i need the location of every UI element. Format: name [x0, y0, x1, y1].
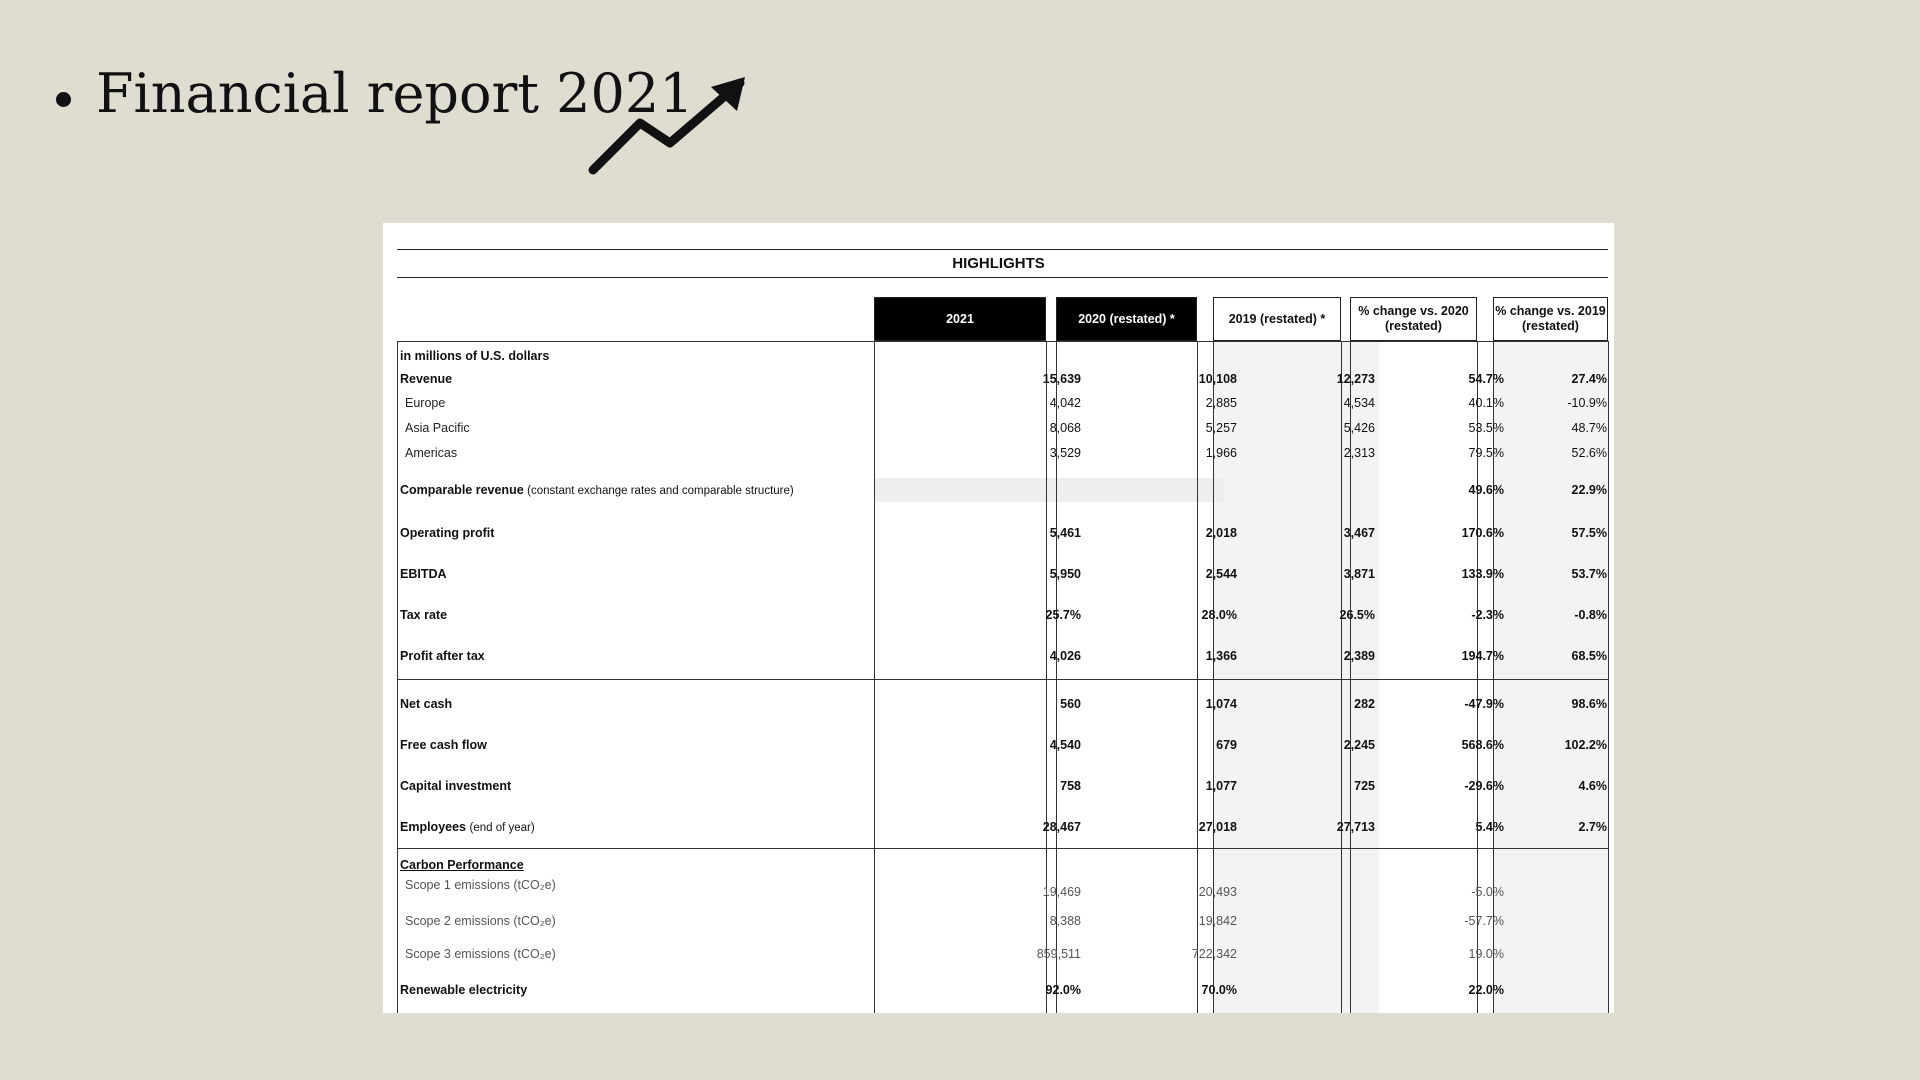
table-row: 19,469 20,493 -5.0% [1042, 885, 1504, 899]
table-row: Scope 2 emissions (tCO₂e) 8,388 19,842 -57.7% [405, 914, 1504, 928]
table-row: Net cash 560 1,074 282 -47.9% 98.6% [400, 697, 1607, 711]
table-row: Comparable revenue (constant exchange rates and comparable structure) 49.6% 22.9% [400, 483, 1607, 497]
table-title: HIGHLIGHTS [952, 255, 1045, 272]
col-header-2021: 2021 [874, 297, 1046, 341]
col-header-2019: 2019 (restated) * [1213, 297, 1341, 341]
unit-label: in millions of U.S. dollars [400, 349, 550, 363]
table-row: Scope 1 emissions (tCO₂e) [405, 878, 556, 892]
table-row: Employees (end of year) 28,467 27,018 27,713 5.4% 2.7% [400, 820, 1607, 834]
table-row: Profit after tax 4,026 1,366 2,389 194.7% 68.5% [400, 649, 1607, 663]
table-row: Capital investment 758 1,077 725 -29.6% 4.6% [400, 779, 1607, 793]
bullet-dot [56, 92, 71, 107]
table-row: Scope 3 emissions (tCO₂e) 859,511 722,342 19.0% [405, 947, 1504, 961]
table-row: EBITDA 5,950 2,544 3,871 133.9% 53.7% [400, 567, 1607, 581]
table-row: Renewable electricity 92.0% 70.0% 22.0% [400, 983, 1504, 997]
table-row: Europe 4,042 2,885 4,534 40.1% -10.9% [405, 396, 1607, 410]
section-rule [397, 848, 1608, 849]
section-rule [397, 679, 1608, 680]
unit-row [383, 346, 1614, 366]
highlights-table [383, 223, 1614, 1013]
table-title-rule [397, 277, 1608, 278]
col-header-pct-2020: % change vs. 2020 (restated) [1350, 297, 1477, 341]
table-row: Americas 3,529 1,966 2,313 79.5% 52.6% [405, 446, 1607, 460]
trend-up-arrow-icon [585, 75, 755, 180]
table-row: Asia Pacific 8,068 5,257 5,426 53.5% 48.7% [405, 421, 1607, 435]
table-row: Tax rate 25.7% 28.0% 26.5% -2.3% -0.8% [400, 608, 1607, 622]
col-header-2020: 2020 (restated) * [1056, 297, 1197, 341]
table-row [383, 855, 1614, 875]
table-row: Free cash flow 4,540 679 2,245 568.6% 102.2% [400, 738, 1607, 752]
header-rule [397, 341, 1608, 342]
carbon-heading: Carbon Performance [400, 858, 524, 872]
slide-title: Financial report 2021 [96, 62, 694, 125]
table-row: Revenue 15,639 10,108 12,273 54.7% 27.4% [400, 372, 1607, 386]
table-top-rule [397, 249, 1608, 250]
table-row: Operating profit 5,461 2,018 3,467 170.6% 57.5% [400, 526, 1607, 540]
col-header-pct-2019: % change vs. 2019 (restated) [1493, 297, 1608, 341]
